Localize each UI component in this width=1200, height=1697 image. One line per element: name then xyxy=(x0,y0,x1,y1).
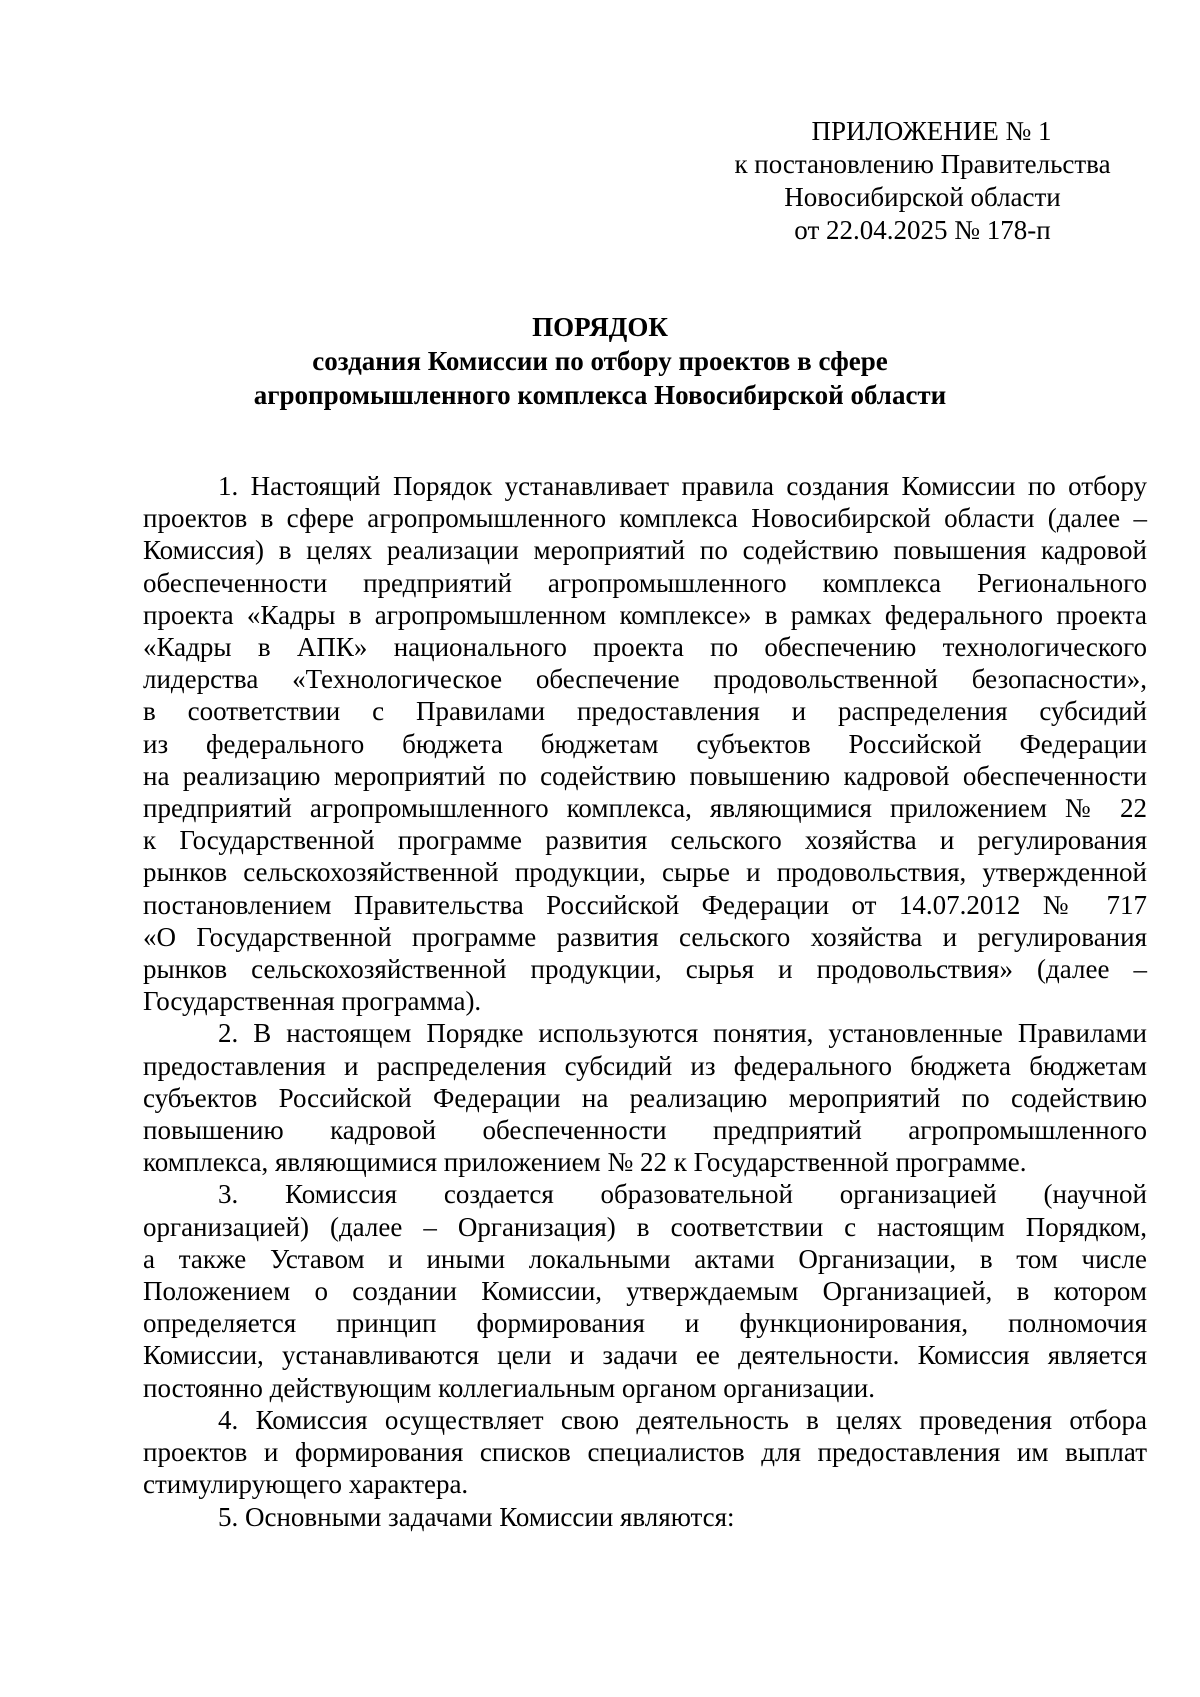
appendix-title: ПРИЛОЖЕНИЕ № 1 xyxy=(811,116,1052,146)
body-line: проектов в сфере агропромышленного комплекса Новосибирской области (далее – xyxy=(143,503,1147,534)
body-line: постоянно действующим коллегиальным органом организации. xyxy=(143,1372,875,1403)
body-line: обеспеченности предприятий агропромышленного комплекса Регионального xyxy=(143,567,1147,598)
body-line: стимулирующего характера. xyxy=(143,1469,469,1500)
body-line: организацией) (далее – Организация) в соответствии с настоящим Порядком, xyxy=(143,1211,1147,1242)
body-line: Комиссия) в целях реализации мероприятий по содействию повышения кадровой xyxy=(143,535,1147,566)
body-line: Положением о создании Комиссии, утверждаемым Организацией, в котором xyxy=(143,1276,1147,1307)
body-line: субъектов Российской Федерации на реализацию мероприятий по содействию xyxy=(143,1082,1147,1113)
body-line: рынков сельскохозяйственной продукции, сырье и продовольствия, утвержденной xyxy=(143,857,1147,888)
body-line: «О Государственной программе развития сельского хозяйства и регулирования xyxy=(143,921,1147,952)
body-line: «Кадры в АПК» национального проекта по обеспечению технологического xyxy=(143,632,1147,663)
body-line: определяется принцип формирования и функционирования, полномочия xyxy=(143,1308,1147,1339)
appendix-header xyxy=(700,115,1145,247)
body-line: предприятий агропромышленного комплекса, являющимися приложением № 22 xyxy=(143,793,1147,824)
body-line: постановлением Правительства Российской Федерации от 14.07.2012 № 717 xyxy=(143,889,1147,920)
body-line: комплекса, являющимися приложением № 22 к Государственной программе. xyxy=(143,1147,1027,1178)
body-line: повышению кадровой обеспеченности предприятий агропромышленного xyxy=(143,1115,1147,1146)
title-line-1: ПОРЯДОК xyxy=(532,312,668,342)
body-line: а также Уставом и иными локальными актами Организации, в том числе xyxy=(143,1243,1147,1274)
body-line: 1. Настоящий Порядок устанавливает правила создания Комиссии по отбору xyxy=(218,471,1147,501)
body-line: 4. Комиссия осуществляет свою деятельность в целях проведения отбора xyxy=(218,1404,1147,1435)
body-line: Государственная программа). xyxy=(143,986,482,1017)
body-line: лидерства «Технологическое обеспечение продовольственной безопасности», xyxy=(143,664,1147,695)
body-line: 3. Комиссия создается образовательной организацией (научной xyxy=(218,1179,1147,1210)
body-line: рынков сельскохозяйственной продукции, сырья и продовольствия» (далее – xyxy=(143,954,1147,985)
body-line: к Государственной программе развития сельского хозяйства и регулирования xyxy=(143,825,1147,856)
document-body xyxy=(143,470,1147,1533)
body-line: на реализацию мероприятий по содействию повышению кадровой обеспеченности xyxy=(143,760,1147,791)
body-line: проекта «Кадры в агропромышленном комплексе» в рамках федерального проекта xyxy=(143,599,1147,630)
document-title xyxy=(140,310,1060,412)
title-line-3: агропромышленного комплекса Новосибирской области xyxy=(253,380,947,410)
body-line: 2. В настоящем Порядке используются понятия, установленные Правилами xyxy=(218,1018,1147,1049)
appendix-region-line: Новосибирской области xyxy=(784,182,1061,212)
body-line: в соответствии с Правилами предоставления и распределения субсидий xyxy=(143,696,1147,727)
body-line: из федерального бюджета бюджетам субъектов Российской Федерации xyxy=(143,728,1147,759)
title-line-2: создания Комиссии по отбору проектов в сфере xyxy=(312,346,888,376)
appendix-date-number: от 22.04.2025 № 178-п xyxy=(794,215,1051,245)
body-line: проектов и формирования списков специалистов для предоставления им выплат xyxy=(143,1437,1147,1468)
body-line: 5. Основными задачами Комиссии являются: xyxy=(218,1501,735,1532)
body-line: предоставления и распределения субсидий из федерального бюджета бюджетам xyxy=(143,1050,1147,1081)
body-line: Комиссии, устанавливаются цели и задачи ее деятельности. Комиссия является xyxy=(143,1340,1147,1371)
appendix-resolution-line: к постановлению Правительства xyxy=(734,149,1111,179)
